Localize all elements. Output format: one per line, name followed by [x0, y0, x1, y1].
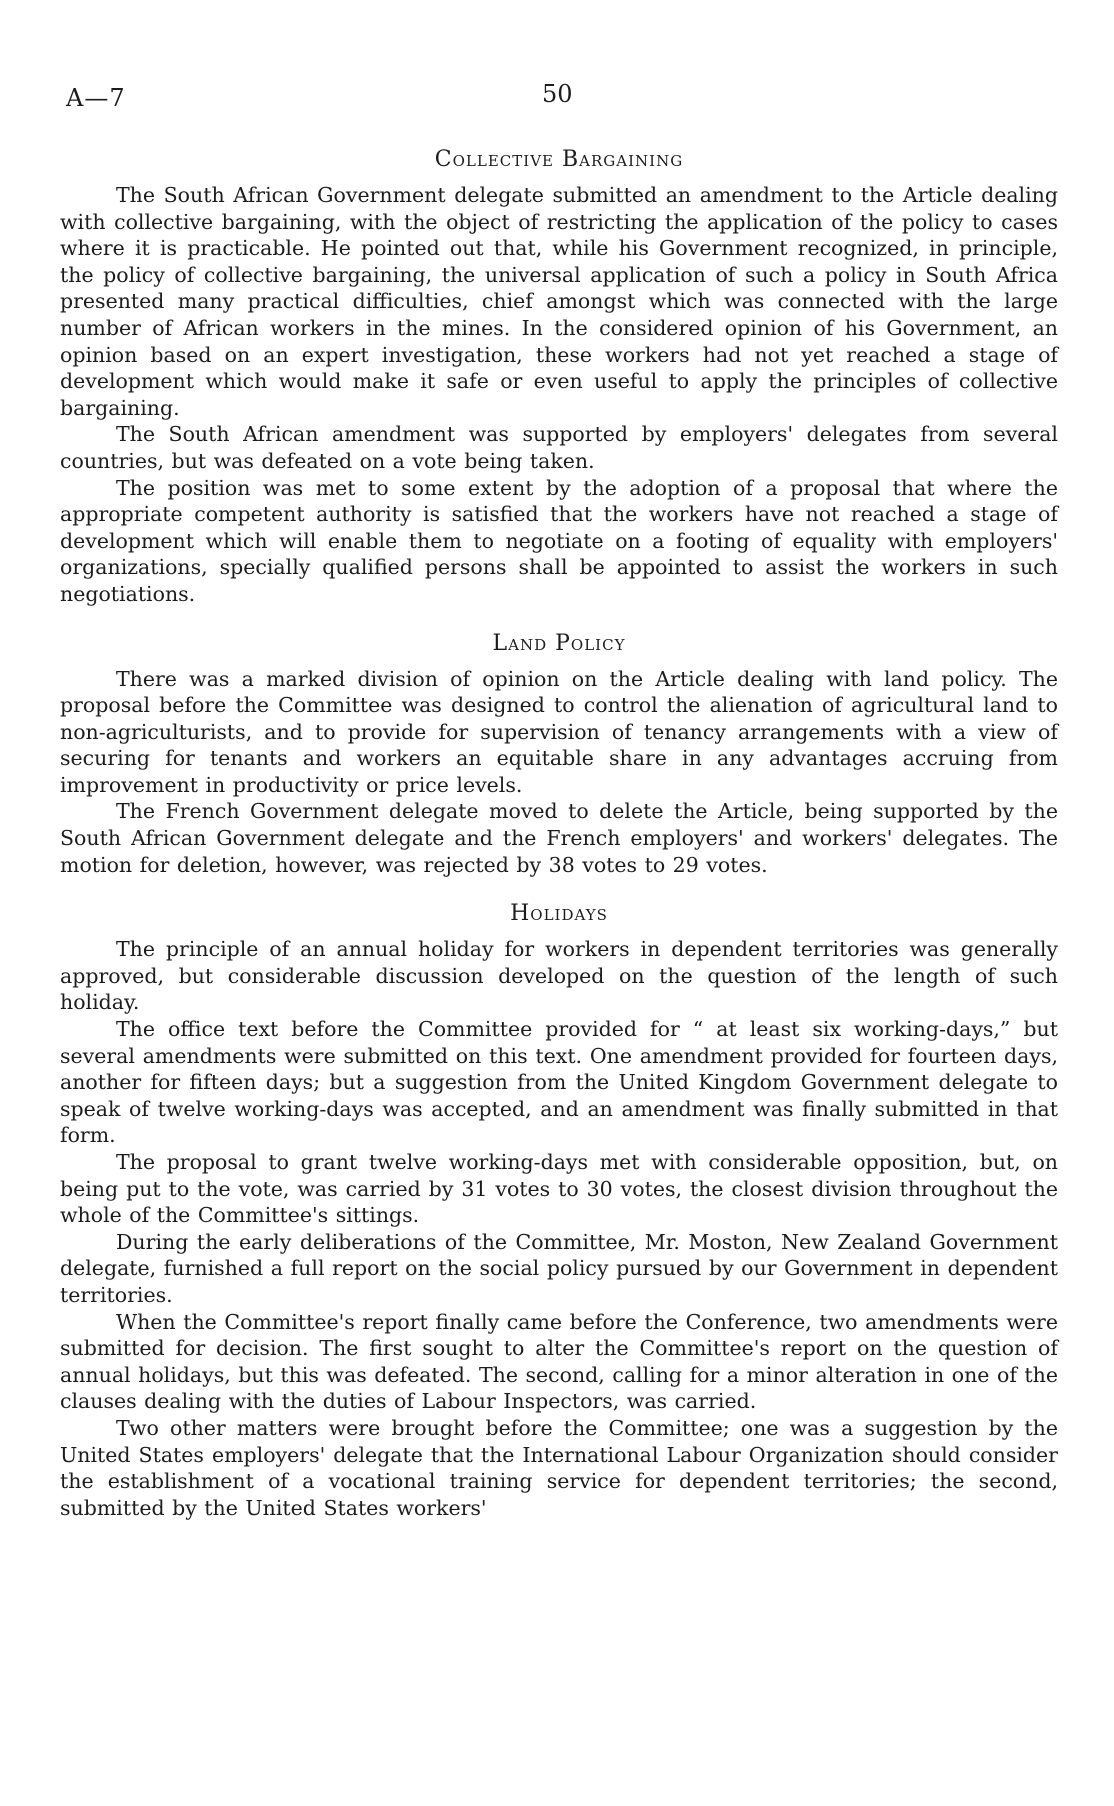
- paragraph: The position was met to some extent by the adoption of a proposal that where the appropriate competent authority is satisfied that the workers have not reached a stage of development which will enable them to negotiate on a footing of equality with employers' organizations, specially qualified persons shall be appointed to assist the workers in such negotiations.: [60, 475, 1058, 606]
- section-heading: Collective Bargaining: [434, 147, 684, 172]
- paragraph: The principle of an annual holiday for workers in dependent territories was generally approved, but considerable discussion developed on the question of the length of such holiday.: [60, 937, 1058, 1015]
- paragraph: The French Government delegate moved to delete the Article, being supported by the South African Government delegate and the French employers' and workers' delegates. The motion for deletion, however, was rejected by 38 votes to 29 votes.: [60, 799, 1058, 877]
- paragraph: The South African Government delegate submitted an amendment to the Article dealing with collective bargaining, with the object of restricting the application of the policy to cases where it is practicable. He pointed out that, while his Government recognized, in principle, the policy of collective bargaining, the universal application of such a policy in South Africa presented many practical difficulties, chief amongst which was connected with the large number of African workers in the mines. In the considered opinion of his Government, an opinion based on an expert investigation, these workers had not yet reached a stage of development which would make it safe or even useful to apply the principles of collective bargaining.: [60, 183, 1058, 420]
- section-land-policy: [60, 630, 1058, 879]
- paragraph: When the Committee's report finally came before the Conference, two amendments were submitted for decision. The first sought to alter the Committee's report on the question of annual holidays, but this was defeated. The second, calling for a minor alteration in one of the clauses dealing with the duties of Labour Inspectors, was carried.: [60, 1309, 1058, 1414]
- paragraph: The proposal to grant twelve working-days met with considerable opposition, but, on being put to the vote, was carried by 31 votes to 30 votes, the closest division throughout the whole of the Committee's sittings.: [60, 1150, 1058, 1228]
- paragraph: There was a marked division of opinion on the Article dealing with land policy. The proposal before the Committee was designed to control the alienation of agricultural land to non-agriculturists, and to provide for supervision of tenancy arrangements with a view of securing for tenants and workers an equitable share in any advantages accruing from improvement in productivity or price levels.: [60, 666, 1058, 797]
- page-body: [60, 146, 1058, 1521]
- paragraph: The South African amendment was supported by employers' delegates from several countries, but was defeated on a vote being taken.: [60, 422, 1058, 473]
- paragraph: Two other matters were brought before the Committee; one was a suggestion by the United States employers' delegate that the International Labour Organization should consider the establishment of a vocational training service for dependent territories; the second, submitted by the United States workers': [60, 1415, 1058, 1520]
- page-number: 50: [542, 80, 573, 108]
- paragraph: The office text before the Committee provided for “ at least six working-days,” but several amendments were submitted on this text. One amendment provided for fourteen days, another for fifteen days; but a suggestion from the United Kingdom Government delegate to speak of twelve working-days was accepted, and an amendment was finally submitted in that form.: [60, 1017, 1058, 1148]
- section-heading: Holidays: [510, 901, 608, 927]
- paragraph: During the early deliberations of the Committee, Mr. Moston, New Zealand Government delegate, furnished a full report on the social policy pursued by our Government in dependent territories.: [60, 1229, 1058, 1307]
- section-heading: Land Policy: [492, 630, 626, 656]
- section-holidays: [60, 900, 1058, 1521]
- page-reference: A—7: [66, 84, 126, 112]
- section-collective-bargaining: [60, 146, 1058, 608]
